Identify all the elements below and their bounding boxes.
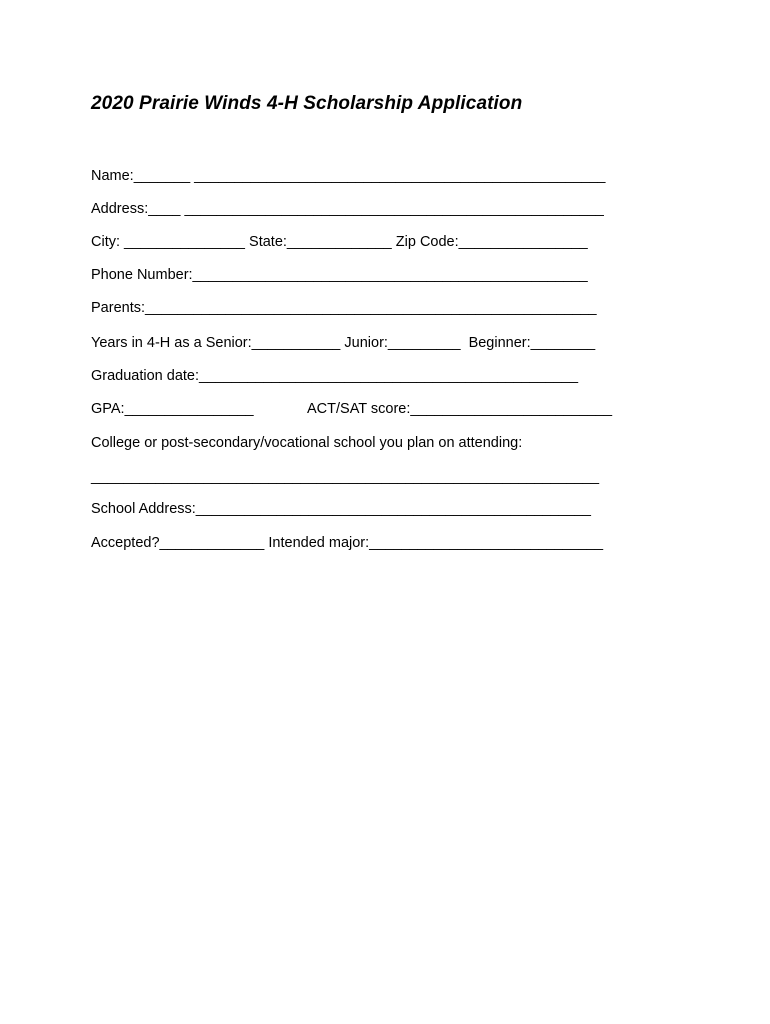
parents-field [91, 299, 597, 317]
gpa-label: GPA:________________ [91, 401, 254, 417]
state-label: State:_____________ [245, 234, 392, 250]
zip-label: Zip Code:________________ [391, 234, 588, 250]
years-in-4h-row [91, 334, 595, 352]
name-field [91, 167, 605, 185]
college-question-label: College or post-secondary/vocational school you plan on attending: [91, 435, 523, 451]
years-junior-label: Junior:_________ [340, 335, 461, 351]
school-address-label: School Address:_________________________________________________ [91, 501, 591, 517]
phone-field [91, 266, 588, 284]
school-address-field [91, 500, 591, 518]
act-sat-field [307, 400, 612, 418]
graduation-date-field [91, 367, 578, 385]
accepted-major-row [91, 534, 603, 552]
name-label: Name:_______ ___________________________________________________ [91, 168, 606, 184]
accepted-label: Accepted?_____________ [91, 535, 265, 551]
college-answer-line [91, 468, 599, 486]
address-field [91, 200, 604, 218]
years-beginner-label: Beginner:________ [460, 335, 596, 351]
graduation-date-label: Graduation date:_______________________________________________ [91, 368, 579, 384]
address-label: Address:____ ____________________________________________________ [91, 201, 604, 217]
gpa-act-row [91, 400, 254, 418]
years-senior-label: Years in 4-H as a Senior:___________ [91, 335, 341, 351]
city-state-zip-row [91, 233, 588, 251]
page-title: 2020 Prairie Winds 4-H Scholarship Application [91, 93, 523, 114]
college-question [91, 434, 522, 452]
city-label: City: _______________ [91, 234, 245, 250]
phone-label: Phone Number:_________________________________________________ [91, 267, 588, 283]
college-answer-blank: _______________________________________________________________ [91, 469, 600, 485]
parents-label: Parents:________________________________________________________ [91, 300, 597, 316]
act-sat-label: ACT/SAT score:_________________________ [307, 401, 613, 417]
intended-major-label: Intended major:_____________________________ [264, 535, 604, 551]
